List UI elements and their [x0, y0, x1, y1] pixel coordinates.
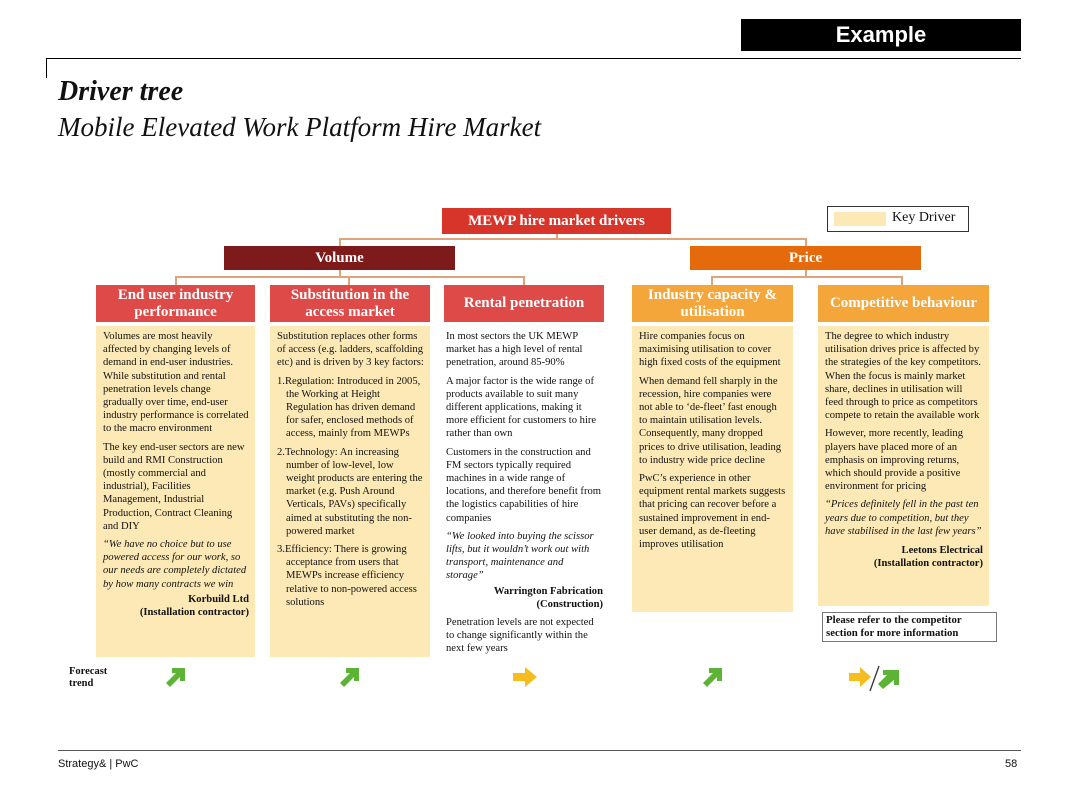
competitor-section-note: Please refer to the competitor section for more information	[822, 612, 997, 642]
driver-paragraph: In most sectors the UK MEWP market has a high level of rental penetration, around 85-90%	[446, 331, 583, 369]
driver-paragraph: Customers in the construction and FM sectors typically required machines in a wide range of locations, and therefore benefit from the logistics capabilities of hire companies	[446, 446, 602, 524]
forecast-trend-label	[69, 666, 107, 690]
connector-to-cat5	[901, 276, 903, 285]
connector-to-cat2	[348, 276, 350, 285]
driver-paragraph: A major factor is the wide range of products available to suit many different applications, making it more efficient for customers to hire rather than own	[446, 375, 597, 440]
root-node: MEWP hire market drivers	[442, 208, 671, 234]
example-badge: Example	[741, 19, 1021, 51]
driver-box-capacity	[632, 326, 793, 612]
driver-box-competitive	[818, 326, 989, 606]
category-header-competitive: Competitive behaviour	[818, 285, 989, 322]
driver-paragraph: However, more recently, leading players have placed more of an emphasis on improving returns, which should provide a positive environment for pricing	[825, 428, 964, 493]
page-title: Driver tree	[58, 76, 184, 107]
page-subtitle: Mobile Elevated Work Platform Hire Market	[58, 112, 542, 142]
driver-box-substitution	[270, 326, 430, 657]
driver-box-rental	[439, 326, 609, 671]
category-header-capacity: Industry capacity & utilisation	[632, 285, 793, 322]
trend-flat-arrow-icon	[512, 666, 538, 688]
driver-paragraph: Hire companies focus on maximising utilisation to cover high fixed costs of the equipment	[639, 331, 781, 369]
driver-quote: “We have no choice but to use powered access for our work, so our needs are completely dictated by how many contracts we win	[103, 539, 247, 590]
trend-up-arrow-icon	[700, 666, 724, 690]
quote-attribution-role: (Construction)	[536, 598, 603, 610]
legend-key-driver-label: Key Driver	[892, 210, 956, 225]
header-rule-tick	[46, 58, 47, 78]
driver-list-item: 1.Regulation: Introduced in 2005, the Working at Height Regulation has driven demand for safer, enclosed methods of access, mainly from MEWPs	[277, 375, 421, 440]
legend-key-driver-swatch	[834, 212, 886, 226]
quote-attribution-name: Korbuild Ltd	[188, 593, 249, 605]
trend-up-arrow-icon	[163, 666, 187, 690]
category-header-end-user: End user industry performance	[96, 285, 255, 322]
driver-paragraph: The key end-user sectors are new build and RMI Construction (mostly commercial and industrial), Facilities Management, Industrial Production, Contract Cleaning and DIY	[103, 441, 245, 532]
connector-volume-bar	[175, 276, 525, 278]
quote-attribution-name: Warrington Fabrication	[493, 585, 603, 597]
connector-to-cat1	[175, 276, 177, 285]
driver-intro: Substitution replaces other forms of access (e.g. ladders, scaffolding etc) and is driven by 3 key factors:	[277, 331, 424, 369]
quote-attribution-role: (Installation contractor)	[139, 607, 249, 619]
volume-node: Volume	[224, 246, 455, 270]
connector-to-cat3	[523, 276, 525, 285]
connector-to-cat4	[711, 276, 713, 285]
trend-up-arrow-icon	[337, 666, 361, 690]
connector-root-bar	[339, 238, 806, 240]
forecast-label-line1: Forecast	[69, 666, 108, 677]
driver-paragraph: Volumes are most heavily affected by changing levels of demand in end-user industries. While substitution and rental penetration levels change gradually over time, end-user industry performance is correlated to the macro environment	[103, 331, 249, 435]
driver-paragraph: The degree to which industry utilisation drives price is affected by the strategies of the key competitors. When the focus is mainly market share, declines in utilisation will feed through to price as competitors compete to retain the available work	[825, 331, 981, 422]
driver-list-item: 3.Efficiency: There is growing acceptance from users that MEWPs increase efficiency relative to non-powered access solutions	[277, 544, 417, 608]
trend-flat-to-up-arrow-icon	[848, 664, 902, 692]
driver-paragraph: PwC’s experience in other equipment rental markets suggests that pricing can recover before a sustained improvement in end-user demand, as de-fleeting improves utilisation	[639, 473, 786, 551]
header-rule	[46, 58, 1021, 59]
footer-rule	[58, 750, 1021, 751]
driver-box-end-user	[96, 326, 255, 657]
category-header-rental: Rental penetration	[444, 285, 604, 322]
category-header-substitution: Substitution in the access market	[270, 285, 430, 322]
legend	[827, 206, 969, 232]
driver-quote: “Prices definitely fell in the past ten years due to competition, but they have stabilised in the last few years”	[825, 499, 982, 537]
driver-list-item: 2.Technology: An increasing number of low-level, low weight products are entering the market (e.g. Push Around Verticals, PAVs) specifically aimed at substituting the non-powered market	[277, 446, 423, 537]
price-node: Price	[690, 246, 921, 270]
connector-to-volume	[339, 238, 341, 246]
forecast-label-line2: trend	[69, 678, 94, 689]
connector-to-price	[805, 238, 807, 246]
quote-attribution-role: (Installation contractor)	[873, 558, 983, 570]
page-number: 58	[1005, 758, 1018, 770]
driver-closing: Penetration levels are not expected to change significantly within the next few years	[446, 617, 594, 655]
driver-paragraph: When demand fell sharply in the recession, hire companies were not able to ‘de-fleet’ fast enough to maintain utilisation levels. Consequently, many dropped prices to drive utilisation, leading to industry wide price decline	[639, 375, 782, 466]
connector-price-bar	[711, 276, 903, 278]
driver-quote: “We looked into buying the scissor lifts, but it wouldn’t work out with transport, maintenance and storage”	[446, 530, 594, 582]
footer-source: Strategy& | PwC	[58, 758, 139, 770]
quote-attribution-name: Leetons Electrical	[901, 545, 983, 557]
